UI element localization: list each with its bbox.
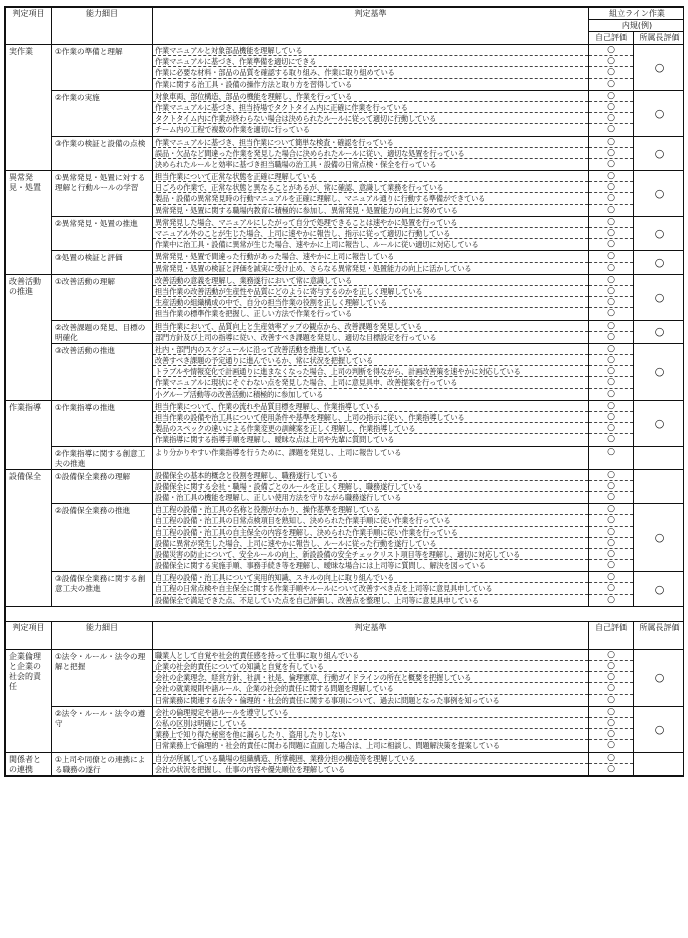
criterion-line: より分かりやすい作業指導を行うために、課題を発見し、上司に報告している xyxy=(155,447,402,457)
self-eval-mark[interactable]: ○ xyxy=(589,91,633,102)
manager-eval-mark[interactable]: ○ xyxy=(634,320,685,343)
table-row xyxy=(6,251,685,274)
criteria-cell xyxy=(153,171,589,217)
ability-detail: ①改善活動の理解 xyxy=(52,274,153,320)
criterion-line: 設備保全に関する会社・職場・設備ごとのルールを正しく理解し、職務遂行している xyxy=(153,481,588,492)
header-manager-eval-2: 所属長評価 xyxy=(634,621,685,649)
criterion-line: 設備災害の防止について、安全ルールの向上、新設設備の安全チェックリスト項目等を理解し、適切に対応している xyxy=(153,549,588,560)
self-eval-mark[interactable]: ○ xyxy=(589,661,633,672)
self-eval-mark[interactable]: ○ xyxy=(607,740,615,751)
header-detail: 能力細目 xyxy=(52,8,153,45)
criterion-line: 日常業務上で倫理的・社会的責任に関わる問題に直面した場合は、上司に相談し、問題解決策を提案している xyxy=(155,741,500,751)
criterion-line: チーム内の工程で複数の作業を適切に行っている xyxy=(155,125,310,135)
self-eval-cell xyxy=(589,251,634,274)
criterion-line: 作業に関する治工具・設備の操作方法と取り方を習得している xyxy=(155,79,353,89)
criterion-line: 公私の区別は明確にしている xyxy=(153,718,588,729)
criterion-line: 誤品・欠品など間違った作業を発見した場合に決められたルールに従い、適切な処置を行っている xyxy=(153,148,588,159)
self-eval-cell xyxy=(589,446,634,469)
self-eval-mark[interactable]: ○ xyxy=(589,297,633,308)
ability-detail: ①作業指導の推進 xyxy=(52,400,153,446)
self-eval-mark[interactable]: ○ xyxy=(589,228,633,239)
ability-detail: ③処置の検証と評価 xyxy=(52,251,153,274)
self-eval-mark[interactable]: ○ xyxy=(589,527,633,538)
criterion-line: タクトタイム内に作業が終わらない場合は決められたルールに従って適切に行動している xyxy=(153,113,588,124)
criterion-line: 設備保全に関する実施手順、事務手続き等を理解し、曖昧な場合には上司等に質問し、解決を図っている xyxy=(155,561,486,571)
criterion-line: 作業に必要な材料・部品の品質を確認する取り組み、作業に取り組めている xyxy=(153,67,588,78)
criterion-line: 会社の就業規則や諸ルール、企業の社会的責任に関する問題を理解している xyxy=(153,683,588,694)
header-criteria: 判定基準 xyxy=(153,8,589,45)
self-eval-cell xyxy=(589,45,634,91)
criterion-line: 設備に異常が発生した場合、上司に速やかに報告し、ルールに従った行動を遂行している xyxy=(153,538,588,549)
criterion-line: 作業マニュアルに現状にそぐわない点を発見した場合、上司に意見具申、改善提案を行っている xyxy=(153,377,588,388)
criteria-cell xyxy=(153,343,589,400)
manager-eval-mark[interactable]: ○ xyxy=(634,343,685,400)
ability-detail: ②改善課題の発見、目標の明確化 xyxy=(52,320,153,343)
self-eval-mark[interactable]: ○ xyxy=(589,583,633,594)
ability-detail: ③改善活動の推進 xyxy=(52,343,153,400)
manager-eval-mark[interactable] xyxy=(634,469,685,504)
judgment-item: 設備保全 xyxy=(6,469,52,606)
self-eval-mark[interactable]: ○ xyxy=(607,308,615,319)
self-eval-mark[interactable]: ○ xyxy=(607,388,615,399)
self-eval-mark[interactable]: ○ xyxy=(589,137,633,148)
table-row xyxy=(6,446,685,469)
criterion-line: トラブルや情報変化で計画通りに進まなくなった場合、上司の判断を得ながら、計画改善策を速やかに対応している xyxy=(153,366,588,377)
self-eval-mark[interactable]: ○ xyxy=(607,239,615,250)
criterion-line: 決められたルールと効率に基づき担当職場の治工具・設備の日常点検・保全を行っている xyxy=(155,159,437,169)
ability-detail: ②異常発見・処置の推進 xyxy=(52,216,153,251)
criteria-cell xyxy=(153,45,589,91)
criteria-cell xyxy=(153,216,589,251)
criterion-line: 改善すべき課題の予定通りに進んでいるか、常に状況を把握している xyxy=(153,355,588,366)
self-eval-mark[interactable]: ○ xyxy=(589,217,633,228)
self-eval-mark[interactable]: ○ xyxy=(589,275,633,286)
self-eval-mark[interactable]: ○ xyxy=(589,672,633,683)
sheet-frame xyxy=(4,6,684,777)
table-row xyxy=(6,90,685,136)
table-row xyxy=(6,216,685,251)
self-eval-mark[interactable]: ○ xyxy=(589,572,633,583)
criteria-cell xyxy=(153,469,589,504)
criterion-line: 異常発見・処置に関する職場内教育に積極的に参加し、異常発見・処置能力の向上に努めている xyxy=(155,205,458,215)
criteria-cell xyxy=(153,649,589,706)
criterion-line: 製品・設備の異常発見時の行動マニュアルを正確に理解し、マニュアル通りに行動する準備ができている xyxy=(153,193,588,204)
criterion-line: 担当作業の改善活動が生産性や品質にどのように寄与するのかを正しく理解している xyxy=(153,286,588,297)
criterion-line: 自工程の設備・治工具の自主保全の内容を理解し、決められた作業手順に従い作業を行っている xyxy=(153,527,588,538)
self-eval-mark[interactable]: ○ xyxy=(607,331,615,342)
self-eval-mark[interactable]: ○ xyxy=(589,412,633,423)
manager-eval-mark[interactable]: ○ xyxy=(634,274,685,320)
judgment-item: 企業倫理と企業の社会的責任 xyxy=(6,649,52,752)
criterion-line: 異常発見・処置で間違った行動があった場合、速やかに上司に報告している xyxy=(153,251,588,262)
ability-detail: ①異常発見・処置に対する理解と行動ルールの学習 xyxy=(52,171,153,217)
criterion-line: 企業の社会的責任についての知識と自覚を有している xyxy=(153,661,588,672)
self-eval-mark[interactable]: ○ xyxy=(589,182,633,193)
ability-detail: ③作業の検証と設備の点検 xyxy=(52,136,153,171)
table-row xyxy=(6,649,685,706)
table-row xyxy=(6,320,685,343)
self-eval-mark[interactable]: ○ xyxy=(607,262,615,273)
self-eval-mark[interactable]: ○ xyxy=(607,124,615,135)
self-eval-mark[interactable]: ○ xyxy=(607,560,615,571)
self-eval-mark[interactable]: ○ xyxy=(607,434,615,445)
criterion-line: 会社の倫理規定や諸ルールを遵守している xyxy=(153,707,588,718)
self-eval-cell xyxy=(589,572,634,607)
criteria-table-2 xyxy=(5,621,684,776)
header-self-eval-2: 自己評価 xyxy=(589,621,634,649)
criteria-cell xyxy=(153,274,589,320)
self-eval-mark[interactable]: ○ xyxy=(589,753,633,764)
self-eval-cell xyxy=(589,649,634,706)
manager-eval-mark[interactable]: ○ xyxy=(634,572,685,607)
criteria-table-1 xyxy=(5,7,684,607)
self-eval-mark[interactable]: ○ xyxy=(589,344,633,355)
table-row xyxy=(6,504,685,572)
self-eval-mark[interactable]: ○ xyxy=(589,148,633,159)
criterion-line: 会社の状況を把握し、仕事の内容や優先順位を理解している xyxy=(155,764,346,774)
criterion-line: 自工程の設備・治工具について実用的知識、スキルの向上に取り組んでいる xyxy=(153,572,588,583)
ability-detail: ②法令・ルール・法令の遵守 xyxy=(52,706,153,752)
judgment-item: 改善活動の推進 xyxy=(6,274,52,400)
criterion-line: 異常発見・処置の検証と評価を誠実に受け止め、さらなる異常発見・処置能力の向上に活かしている xyxy=(155,263,472,273)
self-eval-mark[interactable]: ○ xyxy=(589,504,633,515)
header-self-eval: 自己評価 xyxy=(589,32,634,45)
table-row xyxy=(6,572,685,607)
self-eval-cell xyxy=(589,90,634,136)
criteria-cell xyxy=(153,504,589,572)
self-eval-mark[interactable]: ○ xyxy=(589,193,633,204)
self-eval-cell xyxy=(589,320,634,343)
self-eval-mark[interactable]: ○ xyxy=(589,45,633,56)
criterion-line: 生産活動の組織構成の中で、自分の担当作業の役割を正しく理解している xyxy=(153,297,588,308)
evaluation-sheet xyxy=(4,6,684,777)
criterion-line: 担当作業について正常な状態を正確に理解している xyxy=(153,171,588,182)
self-eval-mark[interactable]: ○ xyxy=(589,366,633,377)
self-eval-mark[interactable]: ○ xyxy=(607,158,615,169)
criterion-line: 日常業務に関連する法令・倫理的・社会的責任に関する事項について、過去に問題となった事例を知っている xyxy=(155,695,500,705)
criterion-line: 自工程の日常点検や自主保全に関する作業手順やルールについて改善すべき点を上司等に意見具申している xyxy=(153,583,588,594)
self-eval-mark[interactable]: ○ xyxy=(607,446,615,457)
self-eval-mark[interactable]: ○ xyxy=(589,286,633,297)
criterion-line: 担当作業において、品質向上と生産効率アップの観点から、改善課題を発見している xyxy=(153,321,588,332)
manager-eval-mark[interactable]: ○ xyxy=(634,136,685,171)
criteria-cell xyxy=(153,706,589,752)
criterion-line: 会社の企業理念、経営方針、社訓・社是、倫理憲章、行動ガイドラインの所在と概要を把握している xyxy=(153,672,588,683)
table-row xyxy=(6,171,685,217)
manager-eval-mark[interactable]: ○ xyxy=(634,649,685,706)
table-row xyxy=(6,343,685,400)
criteria-cell xyxy=(153,752,589,775)
self-eval-mark[interactable]: ○ xyxy=(589,321,633,332)
criterion-line: マニュアル外のことが生じた場合、上司に速やかに報告し、指示に従って適切に行動している xyxy=(153,228,588,239)
manager-eval-mark[interactable] xyxy=(634,752,685,775)
header-criteria-2: 判定基準 xyxy=(153,621,589,649)
criterion-line: 業務上で知り得た秘密を他に漏らしたり、盗用したりしない xyxy=(153,729,588,740)
ability-detail: ②設備保全業務の推進 xyxy=(52,504,153,572)
manager-eval-mark[interactable]: ○ xyxy=(634,251,685,274)
self-eval-mark[interactable]: ○ xyxy=(589,515,633,526)
criterion-line: 改善活動の意義を理解し、業務遂行において常に意識している xyxy=(153,275,588,286)
self-eval-mark[interactable]: ○ xyxy=(589,729,633,740)
manager-eval-mark[interactable]: ○ xyxy=(634,706,685,752)
table-row xyxy=(6,752,685,775)
self-eval-mark[interactable]: ○ xyxy=(589,549,633,560)
criterion-line: 社内・部門内のスケジュールに沿って改善活動を推進している xyxy=(153,344,588,355)
header-detail-2: 能力細目 xyxy=(52,621,153,649)
criterion-line: 作業マニュアルに基づき、作業準備を適切にできる xyxy=(153,56,588,67)
self-eval-cell xyxy=(589,504,634,572)
criterion-line: 対象車両、部位構造、部品の機能を理解し、作業を行っている xyxy=(153,91,588,102)
self-eval-cell xyxy=(589,171,634,217)
criterion-line: 製品のスペックの違いによる作業変更の訓練案を正しく理解し、作業指導している xyxy=(153,423,588,434)
self-eval-mark[interactable]: ○ xyxy=(589,538,633,549)
header-manager-eval: 所属長評価 xyxy=(634,32,685,45)
ability-detail: ①設備保全業務の理解 xyxy=(52,469,153,504)
self-eval-mark[interactable]: ○ xyxy=(589,113,633,124)
self-eval-cell xyxy=(589,400,634,446)
self-eval-mark[interactable]: ○ xyxy=(589,67,633,78)
criterion-line: 設備保全の基本的概念と役割を理解し、職務遂行している xyxy=(153,470,588,481)
ability-detail: ①上司や同僚との連携による職務の遂行 xyxy=(52,752,153,775)
self-eval-mark[interactable]: ○ xyxy=(607,491,615,502)
table-row xyxy=(6,469,685,504)
criteria-cell xyxy=(153,320,589,343)
criterion-line: 職業人として自覚や社会的責任感を持って仕事に取り組んでいる xyxy=(153,650,588,661)
self-eval-mark[interactable]: ○ xyxy=(589,423,633,434)
self-eval-mark[interactable]: ○ xyxy=(589,650,633,661)
manager-eval-mark[interactable]: ○ xyxy=(634,90,685,136)
criterion-line: 異常発見した場合、マニュアルにしたがって自分で処理できることは速やかに処置を行っている xyxy=(153,217,588,228)
criterion-line: 担当作業について、作業の流れや品質目標を理解し、作業指導している xyxy=(153,401,588,412)
section-gap xyxy=(5,607,683,621)
table-row xyxy=(6,706,685,752)
criterion-line: 自分が所属している職場の組織構造、所掌範囲、業務分担の構造等を理解している xyxy=(153,753,588,764)
self-eval-cell xyxy=(589,343,634,400)
self-eval-mark[interactable]: ○ xyxy=(589,401,633,412)
self-eval-mark[interactable]: ○ xyxy=(589,377,633,388)
ability-detail: ②作業指導に関する創意工夫の推進 xyxy=(52,446,153,469)
criterion-line: 設備・治工具の機能を理解し、正しい使用方法を守りながら職務遂行している xyxy=(155,492,402,502)
criterion-line: 日ごろの作業で、正常な状態と異なることがあるが、常に確認、意識して業務を行っている xyxy=(153,182,588,193)
criterion-line: 自工程の設備・治工具の名称と役割がわかり、操作基準を理解している xyxy=(153,504,588,515)
criteria-cell xyxy=(153,400,589,446)
ability-detail: ①作業の準備と理解 xyxy=(52,45,153,91)
criteria-cell xyxy=(153,572,589,607)
judgment-item: 関係者との連携 xyxy=(6,752,52,775)
table-row xyxy=(6,45,685,91)
criterion-line: 作業マニュアルに基づき、担当作業について簡単な検査・確認を行っている xyxy=(153,137,588,148)
manager-eval-mark[interactable] xyxy=(634,446,685,469)
table-row xyxy=(6,400,685,446)
header-item: 判定項目 xyxy=(6,8,52,45)
self-eval-mark[interactable]: ○ xyxy=(589,470,633,481)
criterion-line: 作業中に治工具・設備に異常が生じた場合、速やかに上司に報告し、ルールに従い適切に対応している xyxy=(155,240,479,250)
self-eval-mark[interactable]: ○ xyxy=(607,594,615,605)
self-eval-mark[interactable]: ○ xyxy=(589,707,633,718)
ability-detail: ③設備保全業務に関する創意工夫の推進 xyxy=(52,572,153,607)
criterion-line: 小グループ活動等の改善活動に積極的に参加している xyxy=(155,389,324,399)
criterion-line: 担当作業の設備や治工具について使用条件や基準を理解し、上司の指示に従い、作業指導している xyxy=(153,412,588,423)
self-eval-cell xyxy=(589,216,634,251)
criteria-cell xyxy=(153,136,589,171)
manager-eval-mark[interactable]: ○ xyxy=(634,45,685,91)
manager-eval-mark[interactable]: ○ xyxy=(634,171,685,217)
judgment-item: 作業指導 xyxy=(6,400,52,469)
header-example: 内規(例) xyxy=(589,20,685,32)
self-eval-mark[interactable]: ○ xyxy=(589,355,633,366)
criterion-line: 作業指導に関する指導手順を理解し、曖昧な点は上司や先輩に質問している xyxy=(155,435,395,445)
self-eval-mark[interactable]: ○ xyxy=(589,251,633,262)
self-eval-mark[interactable]: ○ xyxy=(589,683,633,694)
self-eval-mark[interactable]: ○ xyxy=(589,56,633,67)
criterion-line: 作業マニュアルに基づき、担当持場でタクトタイム内に正確に作業を行っている xyxy=(153,102,588,113)
criteria-cell xyxy=(153,90,589,136)
self-eval-cell xyxy=(589,136,634,171)
self-eval-mark[interactable]: ○ xyxy=(589,102,633,113)
self-eval-cell xyxy=(589,752,634,775)
manager-eval-mark[interactable]: ○ xyxy=(634,216,685,251)
ability-detail: ②作業の実施 xyxy=(52,90,153,136)
judgment-item: 異常発見・処置 xyxy=(6,171,52,275)
table-row xyxy=(6,274,685,320)
ability-detail: ①法令・ルール・法令の理解と把握 xyxy=(52,649,153,706)
table-row xyxy=(6,136,685,171)
criterion-line: 作業マニュアルと対象部品機能を理解している xyxy=(153,45,588,56)
header-item-2: 判定項目 xyxy=(6,621,52,649)
criteria-cell xyxy=(153,251,589,274)
criterion-line: 自工程の設備・治工具の日常点検項目を熟知し、決められた作業手順に従い作業を行っている xyxy=(153,515,588,526)
manager-eval-mark[interactable]: ○ xyxy=(634,400,685,446)
self-eval-mark[interactable]: ○ xyxy=(589,171,633,182)
self-eval-cell xyxy=(589,274,634,320)
self-eval-cell xyxy=(589,469,634,504)
criterion-line: 設備保全で満足できた点、不足していた点を自己評価し、改善点を整理し、上司等に意見具申している xyxy=(155,595,479,605)
self-eval-mark[interactable]: ○ xyxy=(607,763,615,774)
self-eval-cell xyxy=(589,706,634,752)
self-eval-mark[interactable]: ○ xyxy=(607,204,615,215)
header-job-title: 組立ライン作業 xyxy=(589,8,685,20)
criteria-cell xyxy=(153,446,589,469)
criterion-line: 担当作業の標準作業を把握し、正しい方法で作業を行っている xyxy=(155,309,353,319)
manager-eval-mark[interactable]: ○ xyxy=(634,504,685,572)
self-eval-mark[interactable]: ○ xyxy=(607,694,615,705)
self-eval-mark[interactable]: ○ xyxy=(589,481,633,492)
self-eval-mark[interactable]: ○ xyxy=(607,78,615,89)
judgment-item: 実作業 xyxy=(6,45,52,171)
self-eval-mark[interactable]: ○ xyxy=(589,718,633,729)
criterion-line: 部門方針及び上司の指導に従い、改善すべき課題を発見し、適切な目標設定を行っている xyxy=(155,332,437,342)
